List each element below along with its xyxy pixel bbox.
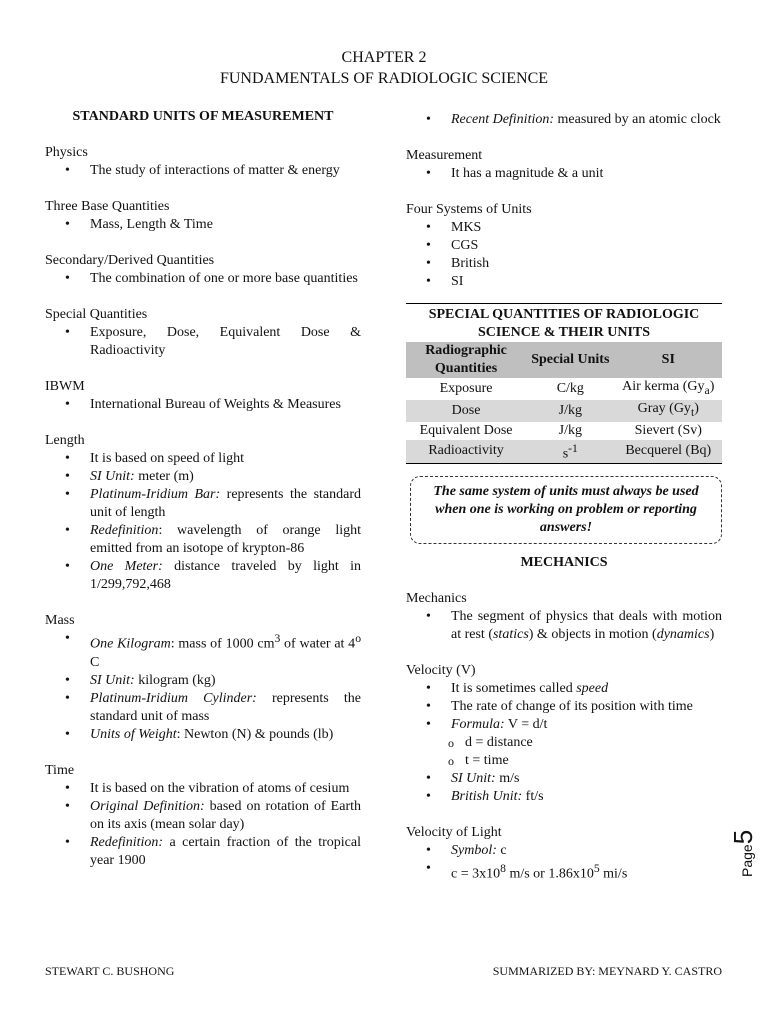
list-item: • It has a magnitude & a unit (406, 165, 722, 183)
list-item: • The combination of one or more base quantities (45, 270, 361, 288)
section-title-units: STANDARD UNITS OF MEASUREMENT (72, 109, 334, 124)
list-item: • One Meter: distance traveled by light in 1/299,792,468 (45, 558, 361, 594)
table-cell: Sievert (Sv) (634, 422, 702, 438)
table-cell: Exposure (439, 380, 493, 396)
special-quantities-heading: Special Quantities (45, 307, 148, 322)
velocity-block (406, 662, 722, 806)
footer-summarizer: SUMMARIZED BY: MEYNARD Y. CASTRO (492, 964, 722, 978)
list-item: • One Kilogram: mass of 1000 $cm^3$ of water at 4$^o$ C (45, 630, 361, 672)
measurement-heading: Measurement (406, 148, 483, 163)
list-item: • Platinum-Iridium Bar: represents the standard unit of length (45, 486, 361, 522)
recent-definition-block (406, 111, 722, 129)
table-row (406, 400, 722, 422)
derived-quantities-heading: Secondary/Derived Quantities (45, 253, 215, 268)
page-number (728, 822, 762, 882)
chapter-header (0, 47, 768, 89)
page-number-value: 5 (728, 829, 758, 845)
list-item: • British Unit: ft/s (406, 788, 722, 806)
length-heading: Length (45, 433, 85, 448)
table-row (406, 422, 722, 440)
list-item: • Mass, Length & Time (45, 216, 361, 234)
sub-list-item: o d = distance (406, 734, 722, 752)
measurement-block (406, 147, 722, 183)
list-item: • It is based on the vibration of atoms of cesium (45, 780, 361, 798)
mechanics-block (406, 590, 722, 644)
table-caption: SPECIAL QUANTITIES OF RADIOLOGIC SCIENCE & THEIR UNITS (406, 304, 722, 343)
list-item: • It is sometimes called speed (406, 680, 722, 698)
left-column (45, 108, 361, 888)
time-block (45, 762, 361, 870)
page-label: Page (739, 844, 755, 877)
list-item: • Recent Definition: measured by an atomic clock (406, 111, 722, 129)
section-title-mechanics: MECHANICS (520, 555, 608, 571)
list-item: • Units of Weight: Newton (N) & pounds (lb) (45, 726, 361, 744)
table-cell: Air kerma $(Gy_a)$ (622, 379, 715, 397)
important-note: The same system of units must always be used when one is working on problem or reporting answers! (410, 476, 722, 544)
physics-block (45, 144, 361, 180)
list-item: • The study of interactions of matter & energy (45, 162, 361, 180)
list-item: • Exposure, Dose, Equivalent Dose & Radioactivity (45, 324, 361, 360)
right-column (406, 111, 722, 902)
derived-quantities-block (45, 252, 361, 288)
table-row (406, 378, 722, 400)
ibwm-heading: IBWM (45, 379, 85, 394)
table-header: Radiographic Quantities (406, 342, 526, 378)
list-item: • SI Unit: kilogram (kg) (45, 672, 361, 690)
list-item: • It is based on speed of light (45, 450, 361, 468)
mass-heading: Mass (45, 613, 75, 628)
list-item: • The rate of change of its position with time (406, 698, 722, 716)
table-cell: Gray $(Gy_t)$ (615, 400, 722, 422)
base-quantities-heading: Three Base Quantities (45, 199, 170, 214)
table-cell: J/kg (558, 422, 582, 438)
table-cell: Dose (406, 400, 526, 422)
table-header: SI (615, 342, 722, 378)
velocity-of-light-block (406, 824, 722, 884)
systems-block (406, 201, 722, 291)
list-item: • Redefinition: wavelength of orange light emitted from an isotope of krypton-86 (45, 522, 361, 558)
list-item: • CGS (406, 237, 722, 255)
list-item: • Formula: V = d/t o d = distance o t = time (406, 716, 722, 770)
list-item: • $c = 3x10^8$ m/s or $1.86x10^5$ mi/s (406, 860, 722, 884)
list-item: • British (406, 255, 722, 273)
table-cell: C/kg (556, 380, 584, 396)
length-block (45, 432, 361, 594)
list-item: • The segment of physics that deals with motion at rest (statics) & objects in motion (dynamics) (406, 608, 722, 644)
sub-list-item: o t = time (406, 752, 722, 770)
systems-heading: Four Systems of Units (406, 202, 532, 217)
list-item: • Original Definition: based on rotation of Earth on its axis (mean solar day) (45, 798, 361, 834)
table-cell: J/kg (526, 400, 614, 422)
mechanics-heading: Mechanics (406, 591, 467, 607)
list-item: • SI Unit: m/s (406, 770, 722, 788)
time-heading: Time (45, 762, 75, 778)
list-item: • Redefinition: a certain fraction of the tropical year 1900 (45, 834, 361, 870)
special-quantities-table (406, 303, 722, 464)
velocity-of-light-heading: Velocity of Light (406, 825, 502, 841)
table-cell: Radioactivity (406, 440, 526, 464)
table-cell: Becquerel (Bq) (615, 440, 722, 464)
table-cell: Equivalent Dose (419, 422, 513, 438)
table-row (406, 440, 722, 464)
list-item: • Symbol: c (406, 842, 722, 860)
table-cell: $s^{-1}$ (526, 440, 614, 464)
base-quantities-block (45, 198, 361, 234)
special-quantities-block (45, 306, 361, 360)
velocity-heading: Velocity (V) (406, 663, 476, 679)
list-item: • SI (406, 273, 722, 291)
list-item: • International Bureau of Weights & Measures (45, 396, 361, 414)
table-header-row (406, 342, 722, 378)
list-item: • Platinum-Iridium Cylinder: represents the standard unit of mass (45, 690, 361, 726)
mass-block (45, 612, 361, 744)
table-header: Special Units (526, 342, 614, 378)
chapter-number: CHAPTER 2 (341, 49, 427, 66)
footer-author: STEWART C. BUSHONG (45, 964, 175, 978)
ibwm-block (45, 378, 361, 414)
chapter-title: FUNDAMENTALS OF RADIOLOGIC SCIENCE (219, 70, 549, 87)
physics-heading: Physics (45, 145, 88, 160)
list-item: • SI Unit: meter (m) (45, 468, 361, 486)
list-item: • MKS (406, 219, 722, 237)
